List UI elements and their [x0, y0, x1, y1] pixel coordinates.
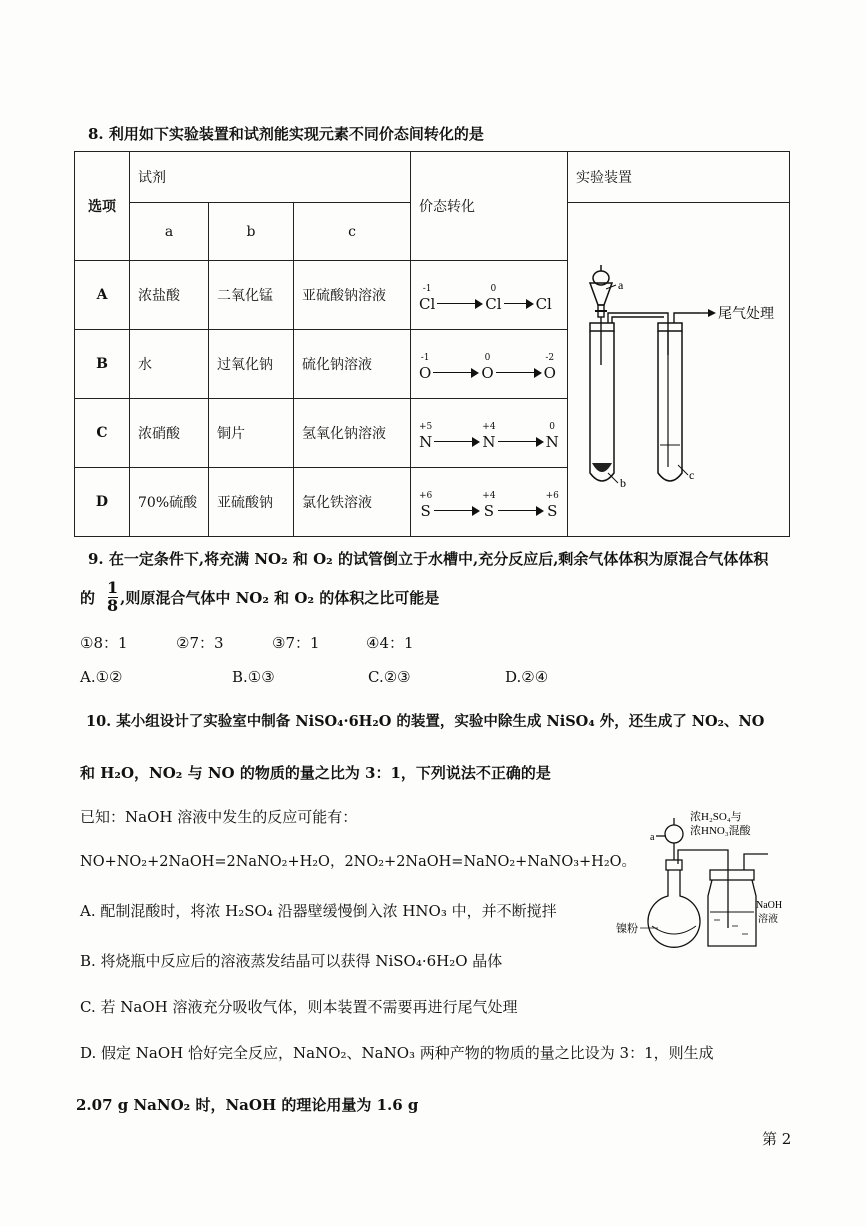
ratio-3: ③7：1 [272, 634, 320, 652]
arrow-icon [498, 506, 544, 516]
row-valence: +6 S +4 S +6 S [411, 468, 568, 537]
row-b: 亚硫酸钠 [209, 468, 294, 537]
row-b: 二氧化锰 [209, 261, 294, 330]
arrow-icon [433, 368, 479, 378]
header-apparatus: 实验装置 [568, 152, 790, 203]
row-a: 浓硝酸 [130, 399, 209, 468]
header-c: c [294, 203, 411, 261]
q8-table [74, 151, 790, 537]
row-b: 过氧化钠 [209, 330, 294, 399]
row-valence: -1 O 0 O -2 O [411, 330, 568, 399]
label-acid-2: 浓HNO₃混酸 [690, 825, 751, 837]
choice-d: D.②④ [505, 668, 549, 686]
q9-pre: 的 [80, 588, 96, 607]
q10-known: 已知：NaOH 溶液中发生的反应可能有： [80, 808, 358, 826]
row-a: 70%硫酸 [130, 468, 209, 537]
q10-option-d-line1: D. 假定 NaOH 恰好完全反应，NaNO₂、NaNO₃ 两种产物的物质的量之比设为 3：1，则生成 [80, 1044, 714, 1062]
label-acid-1: 浓H₂SO₄与 [690, 811, 742, 823]
page-number: 第 2 [762, 1130, 792, 1148]
choice-a: A.①② [80, 668, 123, 686]
header-a: a [130, 203, 209, 261]
apparatus-cell [568, 203, 790, 537]
q10-line1: 10. 某小组设计了实验室中制备 NiSO₄·6H₂O 的装置，实验中除生成 NiSO₄ 外，还生成了 NO₂、NO [86, 713, 765, 730]
arrow-icon [434, 506, 480, 516]
row-c: 氢氧化钠溶液 [294, 399, 411, 468]
arrow-icon [504, 299, 534, 309]
label-tail-gas: 尾气处理 [718, 306, 774, 322]
ratio-1: ①8：1 [80, 634, 128, 652]
q10-option-a: A. 配制混酸时，将浓 H₂SO₄ 沿器壁缓慢倒入浓 HNO₃ 中，并不断搅拌 [80, 902, 557, 920]
row-a: 水 [130, 330, 209, 399]
ratio-4: ④4：1 [366, 634, 414, 652]
q9-post: ,则原混合气体中 NO₂ 和 O₂ 的体积之比可能是 [120, 588, 440, 607]
q8-apparatus-diagram [568, 205, 788, 535]
label-a: a [650, 832, 655, 843]
header-option: 选项 [75, 152, 130, 261]
label-a: a [618, 277, 624, 292]
label-naoh: NaOH [756, 900, 783, 911]
label-solution: 溶液 [758, 914, 778, 925]
q10-line2: 和 H₂O，NO₂ 与 NO 的物质的量之比为 3：1，下列说法不正确的是 [80, 764, 551, 782]
header-valence: 价态转化 [411, 152, 568, 261]
row-c: 亚硫酸钠溶液 [294, 261, 411, 330]
arrow-icon [437, 299, 483, 309]
q10-option-c: C. 若 NaOH 溶液充分吸收气体，则本装置不需要再进行尾气处理 [80, 998, 518, 1016]
row-valence: -1 Cl 0 Cl Cl [411, 261, 568, 330]
q10-option-b: B. 将烧瓶中反应后的溶液蒸发结晶可以获得 NiSO₄·6H₂O 晶体 [80, 952, 503, 970]
q10-apparatus-diagram [606, 808, 806, 958]
arrow-icon [434, 437, 480, 447]
arrow-icon [496, 368, 542, 378]
label-c: c [689, 467, 695, 482]
row-valence: +5 N +4 N 0 N [411, 399, 568, 468]
q9-line1: 9. 在一定条件下,将充满 NO₂ 和 O₂ 的试管倒立于水槽中,充分反应后,剩余气体体积为原混合气体体积 [88, 550, 769, 568]
label-b: b [620, 475, 626, 490]
header-reagent: 试剂 [130, 152, 411, 203]
row-opt: B [75, 330, 130, 399]
choice-c: C.②③ [368, 668, 411, 686]
header-b: b [209, 203, 294, 261]
q10-reactions: NO+NO₂+2NaOH=2NaNO₂+H₂O，2NO₂+2NaOH=NaNO₂+NaNO₃+H₂O。 [80, 854, 637, 870]
q9-line2 [80, 580, 439, 615]
q8-stem: 8. 利用如下实验装置和试剂能实现元素不同价态间转化的是 [88, 125, 484, 143]
row-c: 氯化铁溶液 [294, 468, 411, 537]
row-opt: A [75, 261, 130, 330]
arrow-icon [498, 437, 544, 447]
choice-b: B.①③ [232, 668, 275, 686]
row-opt: D [75, 468, 130, 537]
row-a: 浓盐酸 [130, 261, 209, 330]
q10-option-d-line2: 2.07 g NaNO₂ 时，NaOH 的理论用量为 1.6 g [76, 1096, 419, 1114]
label-nickel: 镍粉 [616, 923, 638, 935]
row-c: 硫化钠溶液 [294, 330, 411, 399]
ratio-2: ②7：3 [176, 634, 224, 652]
row-b: 铜片 [209, 399, 294, 468]
row-opt: C [75, 399, 130, 468]
fraction: $\frac{1}{8}$ [107, 578, 119, 615]
